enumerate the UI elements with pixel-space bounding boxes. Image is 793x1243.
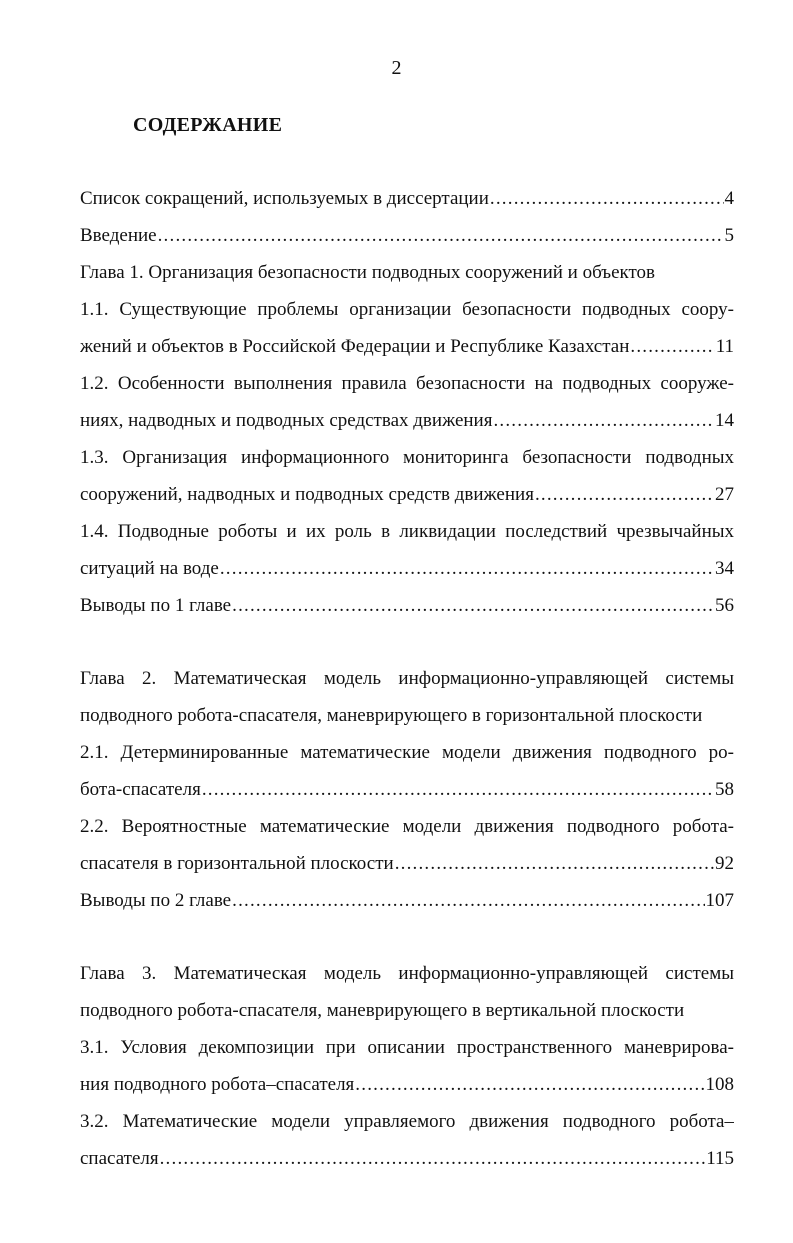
- dot-leader: [493, 402, 714, 439]
- toc-entry-text: спасателя: [80, 1148, 159, 1169]
- toc-page-number: 5: [724, 225, 734, 246]
- toc-page-number: 92: [715, 853, 734, 874]
- toc-entry-3-1-line1: 3.1. Условия декомпозиции при описании пространственного маневрирова-: [80, 1037, 734, 1058]
- dot-leader: [490, 180, 724, 217]
- toc-entry-2-2-line1: 2.2. Вероятностные математические модели движения подводного робота-: [80, 816, 734, 837]
- toc-page-number: 107: [705, 890, 734, 911]
- toc-entry-text: Список сокращений, используемых в диссертации: [80, 188, 489, 209]
- toc-entry-text: ниях, надводных и подводных средствах движения: [80, 410, 493, 431]
- toc-entry-ch2-conclusions: [80, 882, 734, 919]
- page-title: СОДЕРЖАНИЕ: [133, 114, 283, 136]
- toc-chapter-2-title-line1: Глава 2. Математическая модель информационно-управляющей системы: [80, 668, 734, 689]
- toc-page-number: 58: [715, 779, 734, 800]
- toc-chapter-3-title-line1: Глава 3. Математическая модель информационно-управляющей системы: [80, 963, 734, 984]
- dot-leader: [232, 882, 704, 919]
- toc-entry-introduction: [80, 217, 734, 254]
- toc-entry-3-2-line1: 3.2. Математические модели управляемого движения подводного робота–: [80, 1111, 734, 1132]
- toc-entry-text: жений и объектов в Российской Федерации и Республике Казахстан: [80, 336, 630, 357]
- dot-leader: [395, 845, 714, 882]
- toc-entry-text: Выводы по 2 главе: [80, 890, 232, 911]
- toc-page-number: 115: [706, 1148, 734, 1169]
- section-spacer: [80, 919, 734, 955]
- toc-entry-1-1-line1: 1.1. Существующие проблемы организации безопасности подводных соору-: [80, 299, 734, 320]
- toc-entry-1-2-line1: 1.2. Особенности выполнения правила безопасности на подводных сооруже-: [80, 373, 734, 394]
- toc-entry-text: ния подводного робота–спасателя: [80, 1074, 355, 1095]
- toc-entry-3-1-line2: [80, 1066, 734, 1103]
- toc-entry-2-2-line2: [80, 845, 734, 882]
- dot-leader: [630, 328, 714, 365]
- dot-leader: [160, 1140, 706, 1177]
- toc-entry-1-3-line1: 1.3. Организация информационного мониторинга безопасности подводных: [80, 447, 734, 468]
- toc-page-number: 11: [715, 336, 734, 357]
- toc-entry-text: сооружений, надводных и подводных средств движения: [80, 484, 534, 505]
- dot-leader: [535, 476, 714, 513]
- toc-entry-text: спасателя в горизонтальной плоскости: [80, 853, 394, 874]
- toc-entry-text: Введение: [80, 225, 157, 246]
- toc-entry-1-4-line2: [80, 550, 734, 587]
- dot-leader: [202, 771, 714, 808]
- toc-entry-3-2-line2: [80, 1140, 734, 1177]
- dot-leader: [158, 217, 724, 254]
- toc-entry-1-2-line2: [80, 402, 734, 439]
- toc-entry-text: ситуаций на воде: [80, 558, 219, 579]
- dot-leader: [355, 1066, 704, 1103]
- toc-chapter-2-title-line2: подводного робота-спасателя, маневрирующего в горизонтальной плоскости: [80, 705, 703, 726]
- toc-entry-text: бота-спасателя: [80, 779, 201, 800]
- toc-page-number: 56: [715, 595, 734, 616]
- toc-chapter-1-title: Глава 1. Организация безопасности подводных сооружений и объектов: [80, 262, 656, 283]
- toc-entry-2-1-line1: 2.1. Детерминированные математические модели движения подводного ро-: [80, 742, 734, 763]
- toc-page-number: 4: [724, 188, 734, 209]
- toc-page-number: 108: [705, 1074, 734, 1095]
- toc-chapter-3-title-line2: подводного робота-спасателя, маневрирующего в вертикальной плоскости: [80, 1000, 685, 1021]
- toc-entry-text: Выводы по 1 главе: [80, 595, 232, 616]
- dot-leader: [232, 587, 714, 624]
- toc-entry-1-3-line2: [80, 476, 734, 513]
- toc-entry-1-1-line2: [80, 328, 734, 365]
- dot-leader: [220, 550, 714, 587]
- section-spacer: [80, 624, 734, 660]
- toc-page-number: 14: [715, 410, 734, 431]
- toc-entry-ch1-conclusions: [80, 587, 734, 624]
- table-of-contents: [80, 180, 734, 1177]
- toc-entry-2-1-line2: [80, 771, 734, 808]
- toc-entry-abbreviations: [80, 180, 734, 217]
- page-number: 2: [391, 57, 402, 79]
- toc-page-number: 27: [715, 484, 734, 505]
- toc-entry-1-4-line1: 1.4. Подводные роботы и их роль в ликвидации последствий чрезвычайных: [80, 521, 734, 542]
- toc-page-number: 34: [715, 558, 734, 579]
